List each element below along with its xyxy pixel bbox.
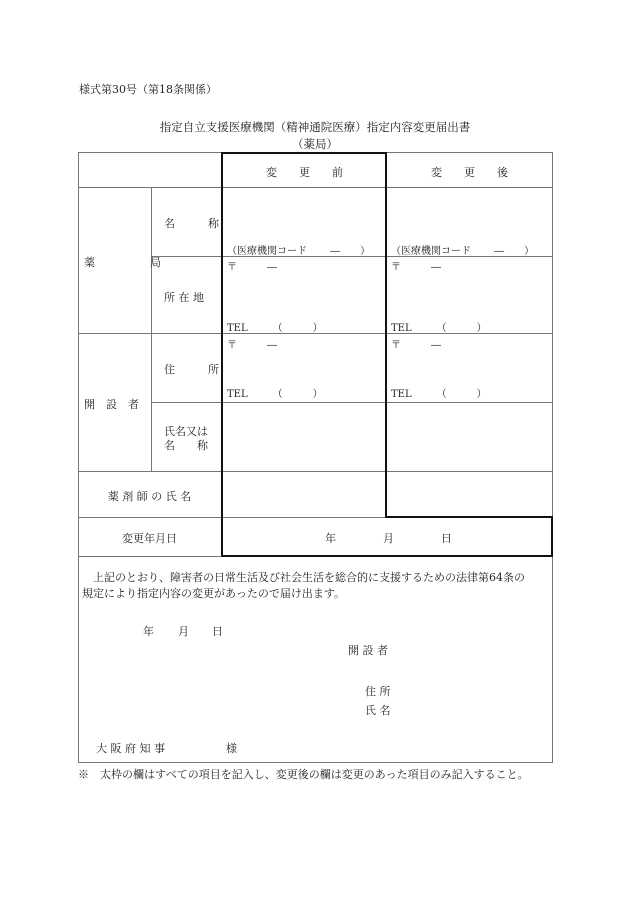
declaration-founder-label: 開 設 者 (348, 644, 388, 657)
founder-name-label-line2: 名 称 (164, 439, 208, 452)
pharmacist-label: 薬 剤 師 の 氏 名 (107, 490, 192, 503)
founder-address-before-field[interactable] (223, 350, 385, 383)
thick-frame-date-right (551, 516, 553, 557)
change-date-month: 月 (383, 532, 394, 545)
pharmacy-location-before-field[interactable] (223, 272, 385, 316)
pharmacy-postal-after: 〒 ― (391, 262, 441, 273)
founder-postal-before: 〒 ― (227, 340, 277, 351)
thick-frame-date-top (385, 516, 553, 518)
thick-frame-top (221, 152, 387, 154)
founder-tel-after: TEL （ ） (391, 389, 487, 400)
header-after: 変 更 後 (431, 166, 508, 179)
pharmacy-name-after-field[interactable] (387, 188, 551, 238)
pharmacy-group-label: 薬 局 (84, 256, 161, 269)
form-number: 様式第30号（第18条関係） (79, 83, 217, 96)
change-date-label: 変更年月日 (122, 532, 177, 545)
footnote: ※ 太枠の欄はすべての項目を記入し、変更後の欄は変更のあった項目のみ記入すること。 (78, 768, 529, 781)
founder-address-label: 住 所 (164, 363, 219, 376)
table-bottom-border (78, 762, 553, 763)
change-date-year: 年 (325, 532, 336, 545)
declaration-line2: 規定により指定内容の変更があったので届け出ます。 (82, 587, 346, 600)
pharmacy-name-label: 名 称 (164, 217, 219, 230)
declaration-line1: 上記のとおり、障害者の日常生活及び社会生活を総合的に支援するための法律第64条の (82, 571, 525, 584)
pharmacy-code-after: （医療機関コード ― ） (391, 246, 535, 257)
declaration-address-label: 住 所 (365, 685, 391, 698)
pharmacist-name-before-field[interactable] (223, 472, 385, 516)
pharmacy-location-after-field[interactable] (387, 272, 551, 316)
founder-address-after-field[interactable] (387, 350, 551, 383)
table-right-border (552, 152, 553, 763)
founder-name-after-field[interactable] (387, 403, 551, 470)
declaration-date-year: 年 (143, 625, 154, 638)
pharmacy-tel-after: TEL （ ） (391, 323, 487, 334)
table-left-border (78, 152, 79, 763)
pharmacy-location-label: 所 在 地 (164, 291, 204, 304)
addressee-honorific: 様 (226, 742, 237, 755)
label-column-divider (151, 187, 152, 471)
pharmacy-code-before: （医療機関コード ― ） (227, 246, 371, 257)
document-subtitle: （薬局） (292, 137, 338, 151)
founder-group-label: 開 設 者 (84, 398, 139, 411)
addressee: 大 阪 府 知 事 (96, 742, 165, 755)
declaration-date-month: 月 (178, 625, 189, 638)
founder-postal-after: 〒 ― (391, 340, 441, 351)
pharmacist-name-after-field[interactable] (387, 472, 551, 516)
declaration-name-label: 氏 名 (365, 704, 391, 717)
founder-name-label-line1: 氏名又は (164, 425, 208, 438)
change-date-day: 日 (441, 532, 452, 545)
header-before: 変 更 前 (266, 166, 343, 179)
pharmacy-postal-before: 〒 ― (227, 262, 277, 273)
founder-tel-before: TEL （ ） (227, 389, 323, 400)
thick-frame-bottom (221, 555, 553, 557)
pharmacy-tel-before: TEL （ ） (227, 323, 323, 334)
pharmacy-name-before-field[interactable] (223, 188, 385, 238)
founder-name-before-field[interactable] (223, 403, 385, 470)
declaration-date-day: 日 (212, 625, 223, 638)
document-title: 指定自立支援医療機関（精神通院医療）指定内容変更届出書 (159, 120, 471, 134)
